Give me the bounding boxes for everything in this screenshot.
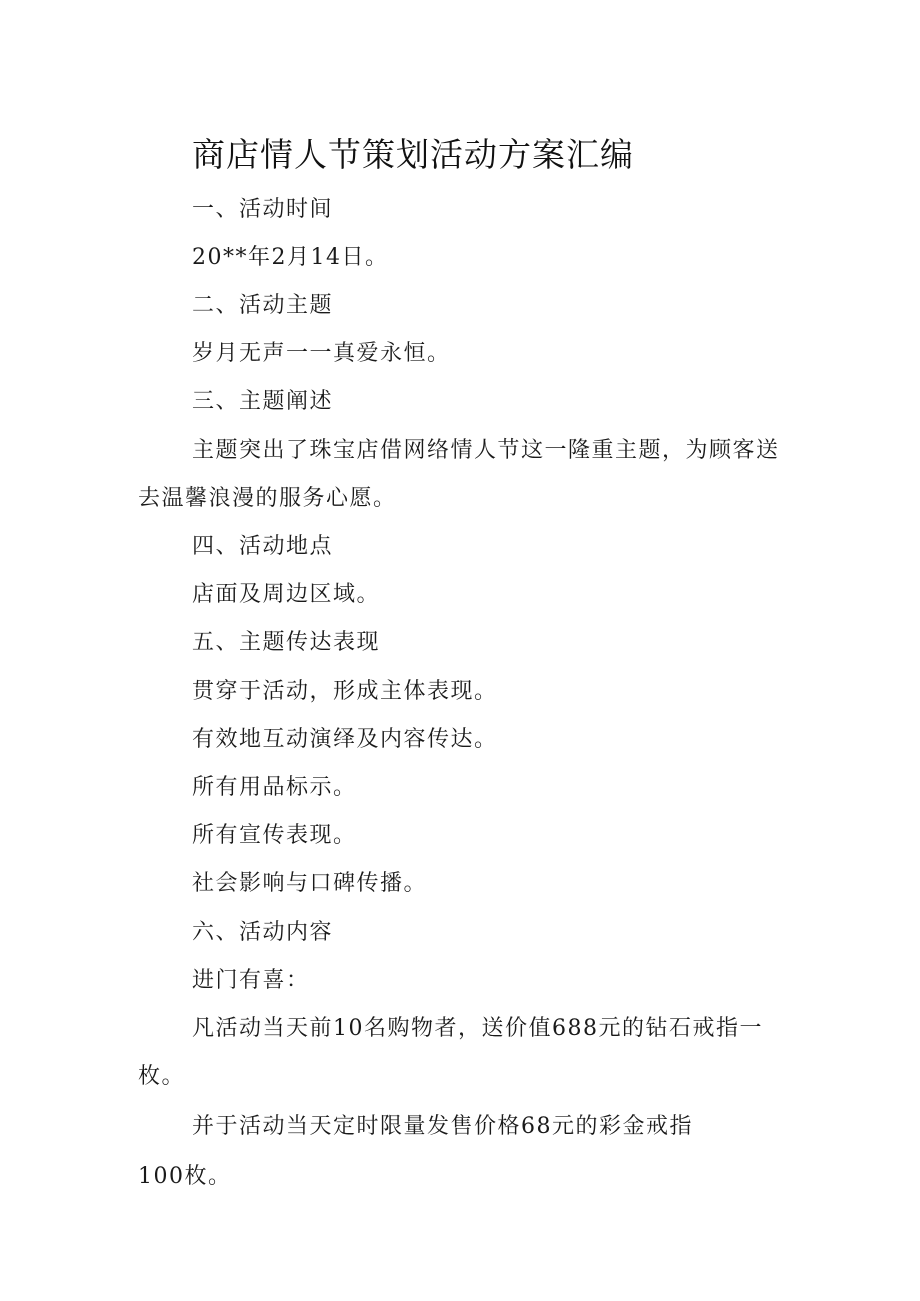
section-heading-elaboration: 三、主题阐述: [192, 389, 334, 414]
paragraph-date: 20**年2月14日。: [192, 245, 389, 270]
section-heading-theme: 二、活动主题: [192, 293, 334, 318]
section-heading-expression: 五、主题传达表现: [192, 630, 381, 655]
section-heading-content: 六、活动内容: [192, 920, 334, 945]
paragraph-expression-5: 社会影响与口碑传播。: [192, 871, 428, 896]
section-heading-location: 四、活动地点: [192, 534, 334, 559]
paragraph-elaboration-line-1: 主题突出了珠宝店借网络情人节这一隆重主题，为顾客送: [192, 438, 780, 463]
paragraph-content-offer-line-2: 枚。: [138, 1064, 186, 1089]
paragraph-expression-4: 所有宣传表现。: [192, 823, 357, 848]
paragraph-elaboration-line-2: 去温馨浪漫的服务心愿。: [138, 486, 397, 511]
paragraph-theme: 岁月无声一一真爱永恒。: [192, 341, 451, 366]
paragraph-content-sale-line-2: 100枚。: [138, 1164, 232, 1189]
paragraph-expression-2: 有效地互动演绎及内容传达。: [192, 727, 498, 752]
paragraph-content-offer-line-1: 凡活动当天前10名购物者，送价值688元的钻石戒指一: [192, 1016, 763, 1041]
paragraph-location: 店面及周边区域。: [192, 582, 381, 607]
document-title: 商店情人节策划活动方案汇编: [192, 135, 634, 174]
paragraph-expression-1: 贯穿于活动，形成主体表现。: [192, 679, 498, 704]
paragraph-expression-3: 所有用品标示。: [192, 775, 357, 800]
section-heading-time: 一、活动时间: [192, 197, 334, 222]
paragraph-content-sale-line-1: 并于活动当天定时限量发售价格68元的彩金戒指: [192, 1114, 693, 1139]
paragraph-content-intro: 进门有喜：: [192, 968, 310, 993]
